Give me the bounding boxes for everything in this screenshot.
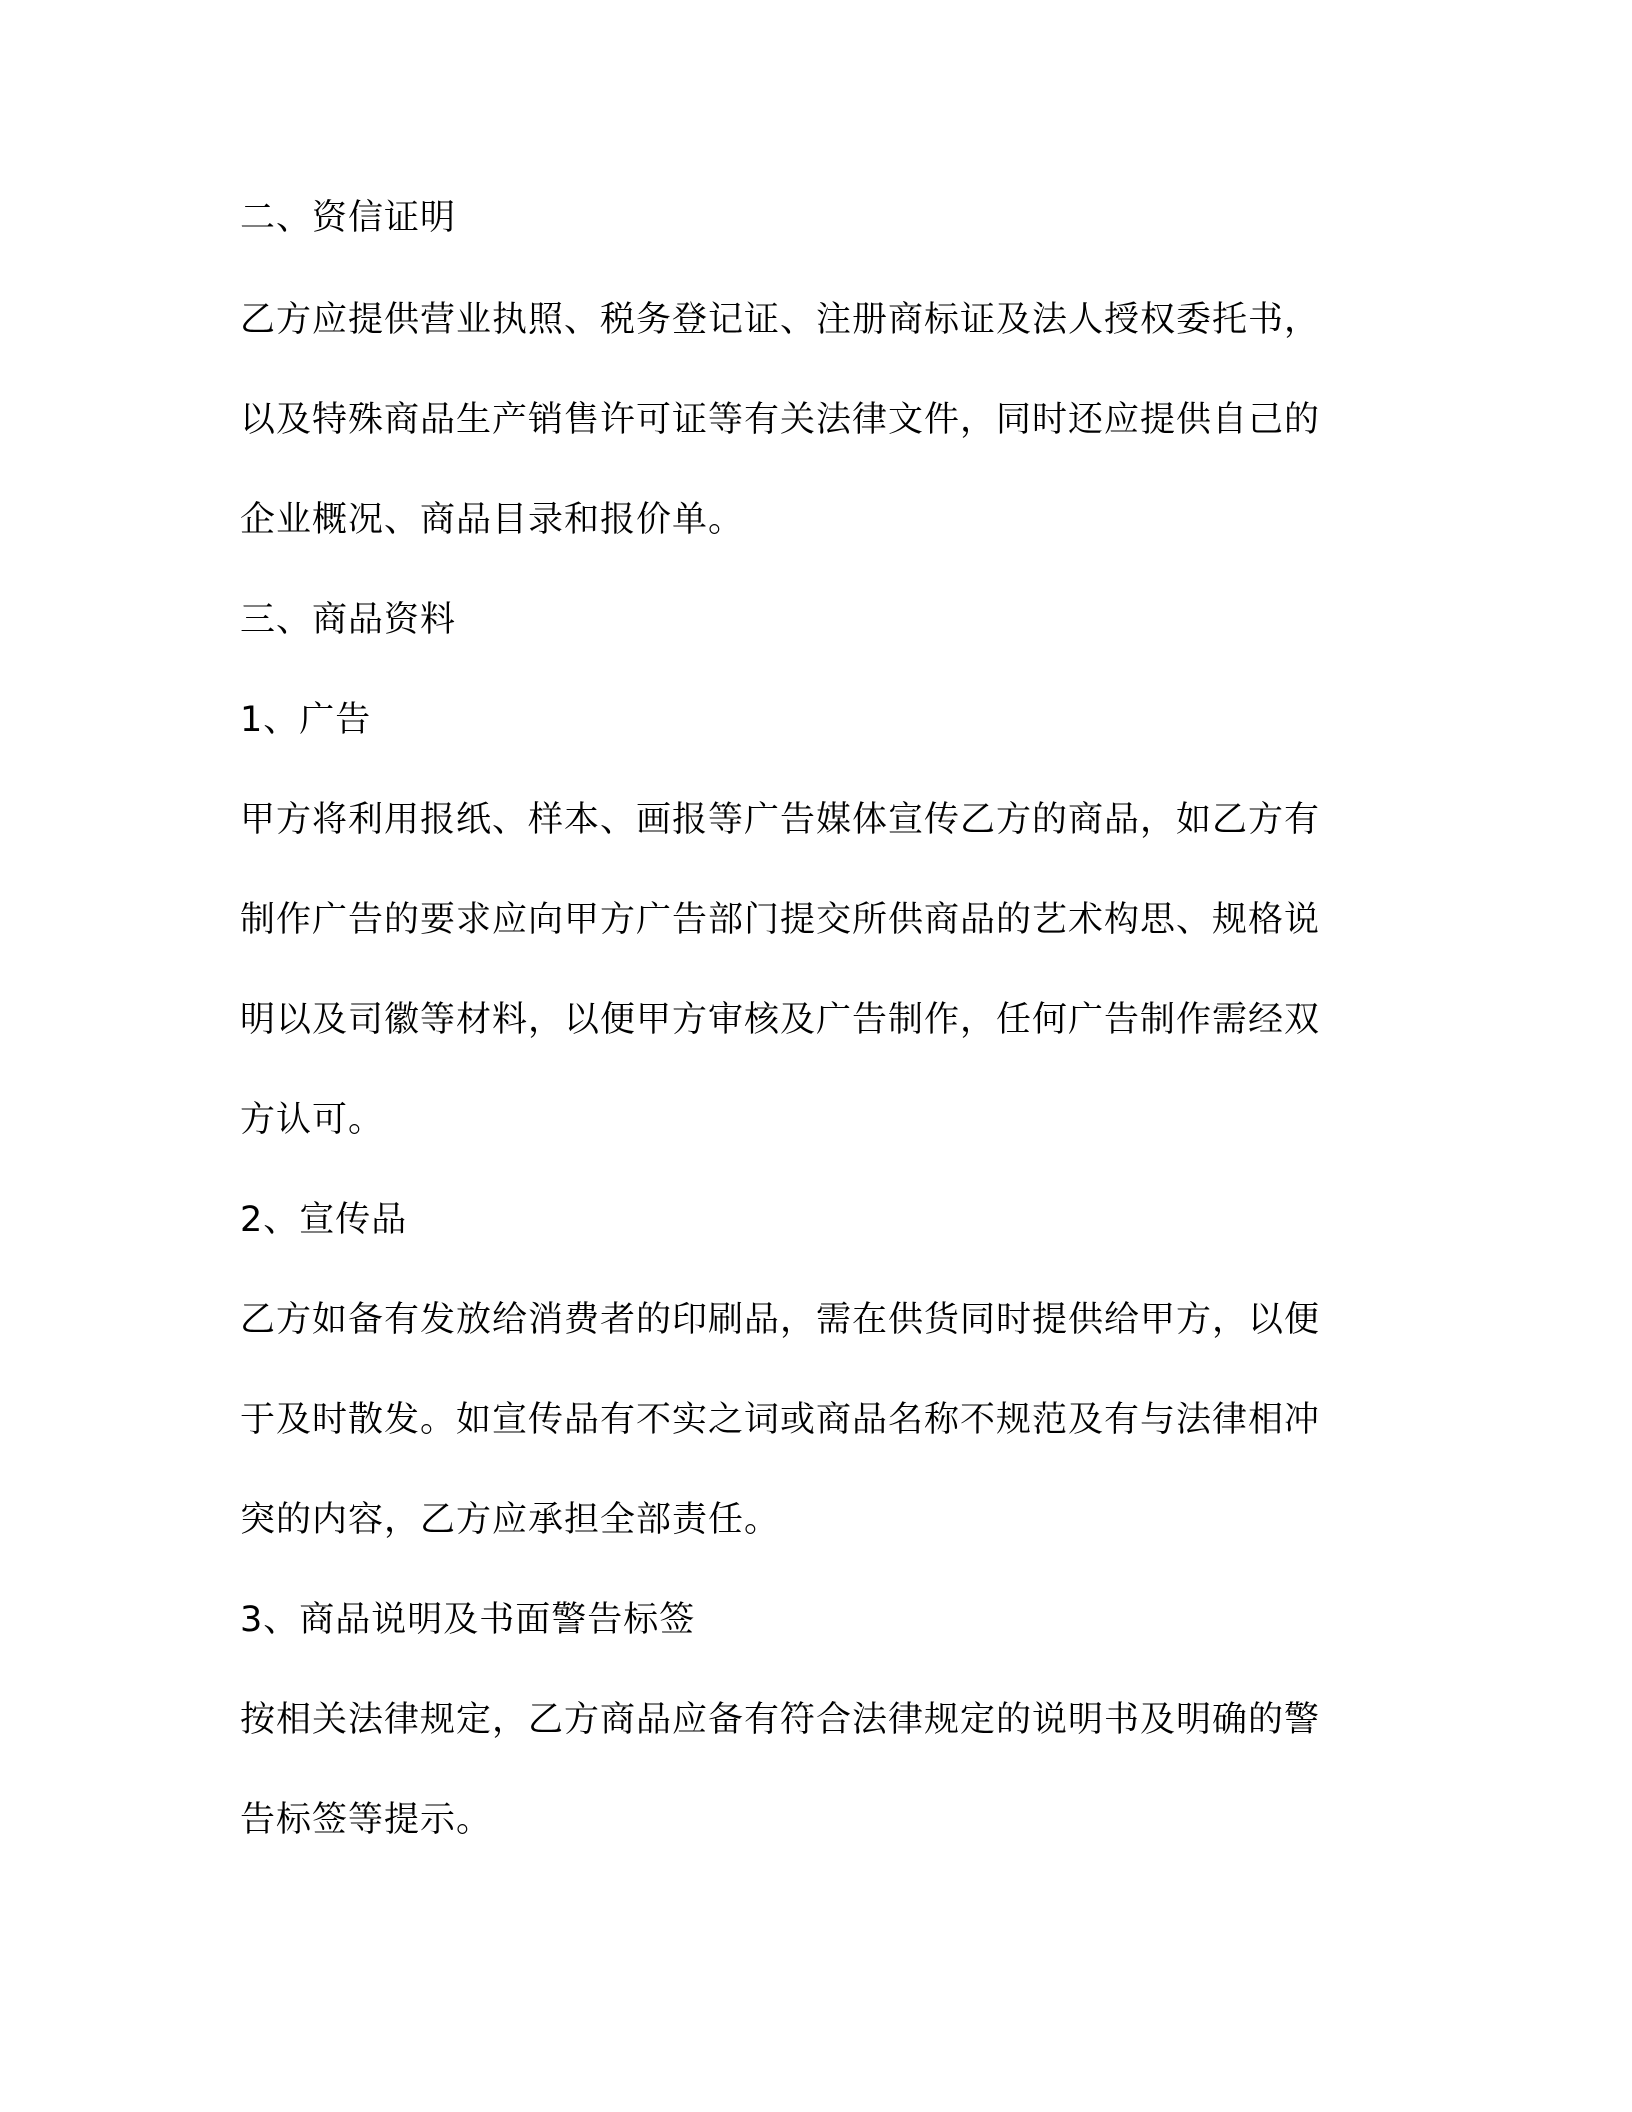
section-heading-credit-proof: 二、资信证明: [240, 198, 457, 238]
subheading-advertising: 1、广告: [240, 700, 372, 740]
paragraph-line: 以及特殊商品生产销售许可证等有关法律文件，同时还应提供自己的: [240, 400, 1321, 440]
subheading-product-instructions-warning-labels: 3、商品说明及书面警告标签: [240, 1600, 696, 1640]
paragraph-line: 甲方将利用报纸、样本、画报等广告媒体宣传乙方的商品，如乙方有: [240, 800, 1321, 840]
paragraph-line: 告标签等提示。: [240, 1800, 493, 1840]
subheading-promotional-materials: 2、宣传品: [240, 1200, 408, 1240]
paragraph-line: 于及时散发。如宣传品有不实之词或商品名称不规范及有与法律相冲: [240, 1400, 1321, 1440]
paragraph-line: 明以及司徽等材料，以便甲方审核及广告制作，任何广告制作需经双: [240, 1000, 1321, 1040]
paragraph-line: 企业概况、商品目录和报价单。: [240, 500, 745, 540]
paragraph-line: 制作广告的要求应向甲方广告部门提交所供商品的艺术构思、规格说: [240, 900, 1321, 940]
paragraph-line: 方认可。: [240, 1100, 385, 1140]
paragraph-line: 按相关法律规定，乙方商品应备有符合法律规定的说明书及明确的警: [240, 1700, 1321, 1740]
paragraph-line: 乙方如备有发放给消费者的印刷品，需在供货同时提供给甲方，以便: [240, 1300, 1321, 1340]
paragraph-line: 突的内容，乙方应承担全部责任。: [240, 1500, 781, 1540]
paragraph-line: 乙方应提供营业执照、税务登记证、注册商标证及法人授权委托书，: [240, 300, 1321, 340]
section-heading-product-materials: 三、商品资料: [240, 600, 457, 640]
